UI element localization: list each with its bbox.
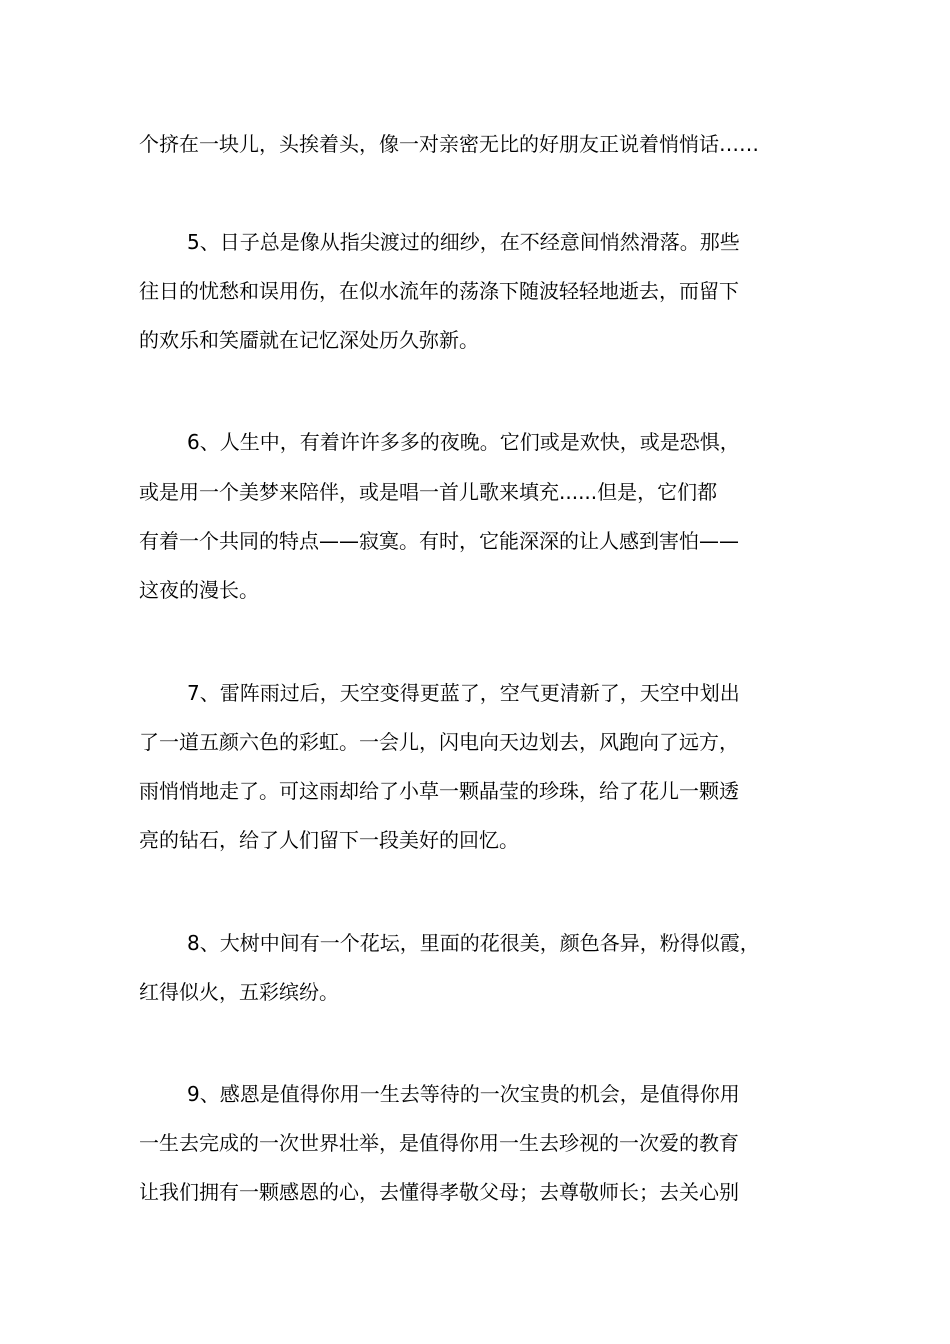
paragraph-line: 9、感恩是值得你用一生去等待的一次宝贵的机会，是值得你用: [187, 1082, 740, 1106]
paragraph-line: 或是用一个美梦来陪伴，或是唱一首儿歌来填充......但是，它们都: [139, 480, 718, 504]
paragraph-line: 个挤在一块儿，头挨着头，像一对亲密无比的好朋友正说着悄悄话……: [139, 132, 759, 156]
paragraph-line: 雨悄悄地走了。可这雨却给了小草一颗晶莹的珍珠，给了花儿一颗透: [139, 779, 739, 803]
paragraph-line: 让我们拥有一颗感恩的心，去懂得孝敬父母；去尊敬师长；去关心别: [139, 1180, 739, 1204]
paragraph-line: 红得似火，五彩缤纷。: [139, 980, 339, 1004]
paragraph-line: 了一道五颜六色的彩虹。一会儿，闪电向天边划去，风跑向了远方，: [139, 730, 739, 754]
paragraph-line: 6、人生中，有着许许多多的夜晚。它们或是欢快，或是恐惧，: [187, 430, 740, 454]
paragraph-line: 亮的钻石，给了人们留下一段美好的回忆。: [139, 828, 519, 852]
paragraph-line: 8、大树中间有一个花坛，里面的花很美，颜色各异，粉得似霞，: [187, 931, 760, 955]
paragraph-line: 往日的忧愁和误用伤，在似水流年的荡涤下随波轻轻地逝去，而留下: [139, 279, 739, 303]
paragraph-line: 一生去完成的一次世界壮举，是值得你用一生去珍视的一次爱的教育: [139, 1131, 739, 1155]
paragraph-line: 5、日子总是像从指尖渡过的细纱，在不经意间悄然滑落。那些: [187, 230, 740, 254]
paragraph-line: 7、雷阵雨过后，天空变得更蓝了，空气更清新了，天空中划出: [187, 681, 740, 705]
paragraph-line: 这夜的漫长。: [139, 578, 259, 602]
paragraph-line: 的欢乐和笑靥就在记忆深处历久弥新。: [139, 328, 479, 352]
paragraph-line: 有着一个共同的特点——寂寞。有时，它能深深的让人感到害怕——: [139, 529, 739, 553]
